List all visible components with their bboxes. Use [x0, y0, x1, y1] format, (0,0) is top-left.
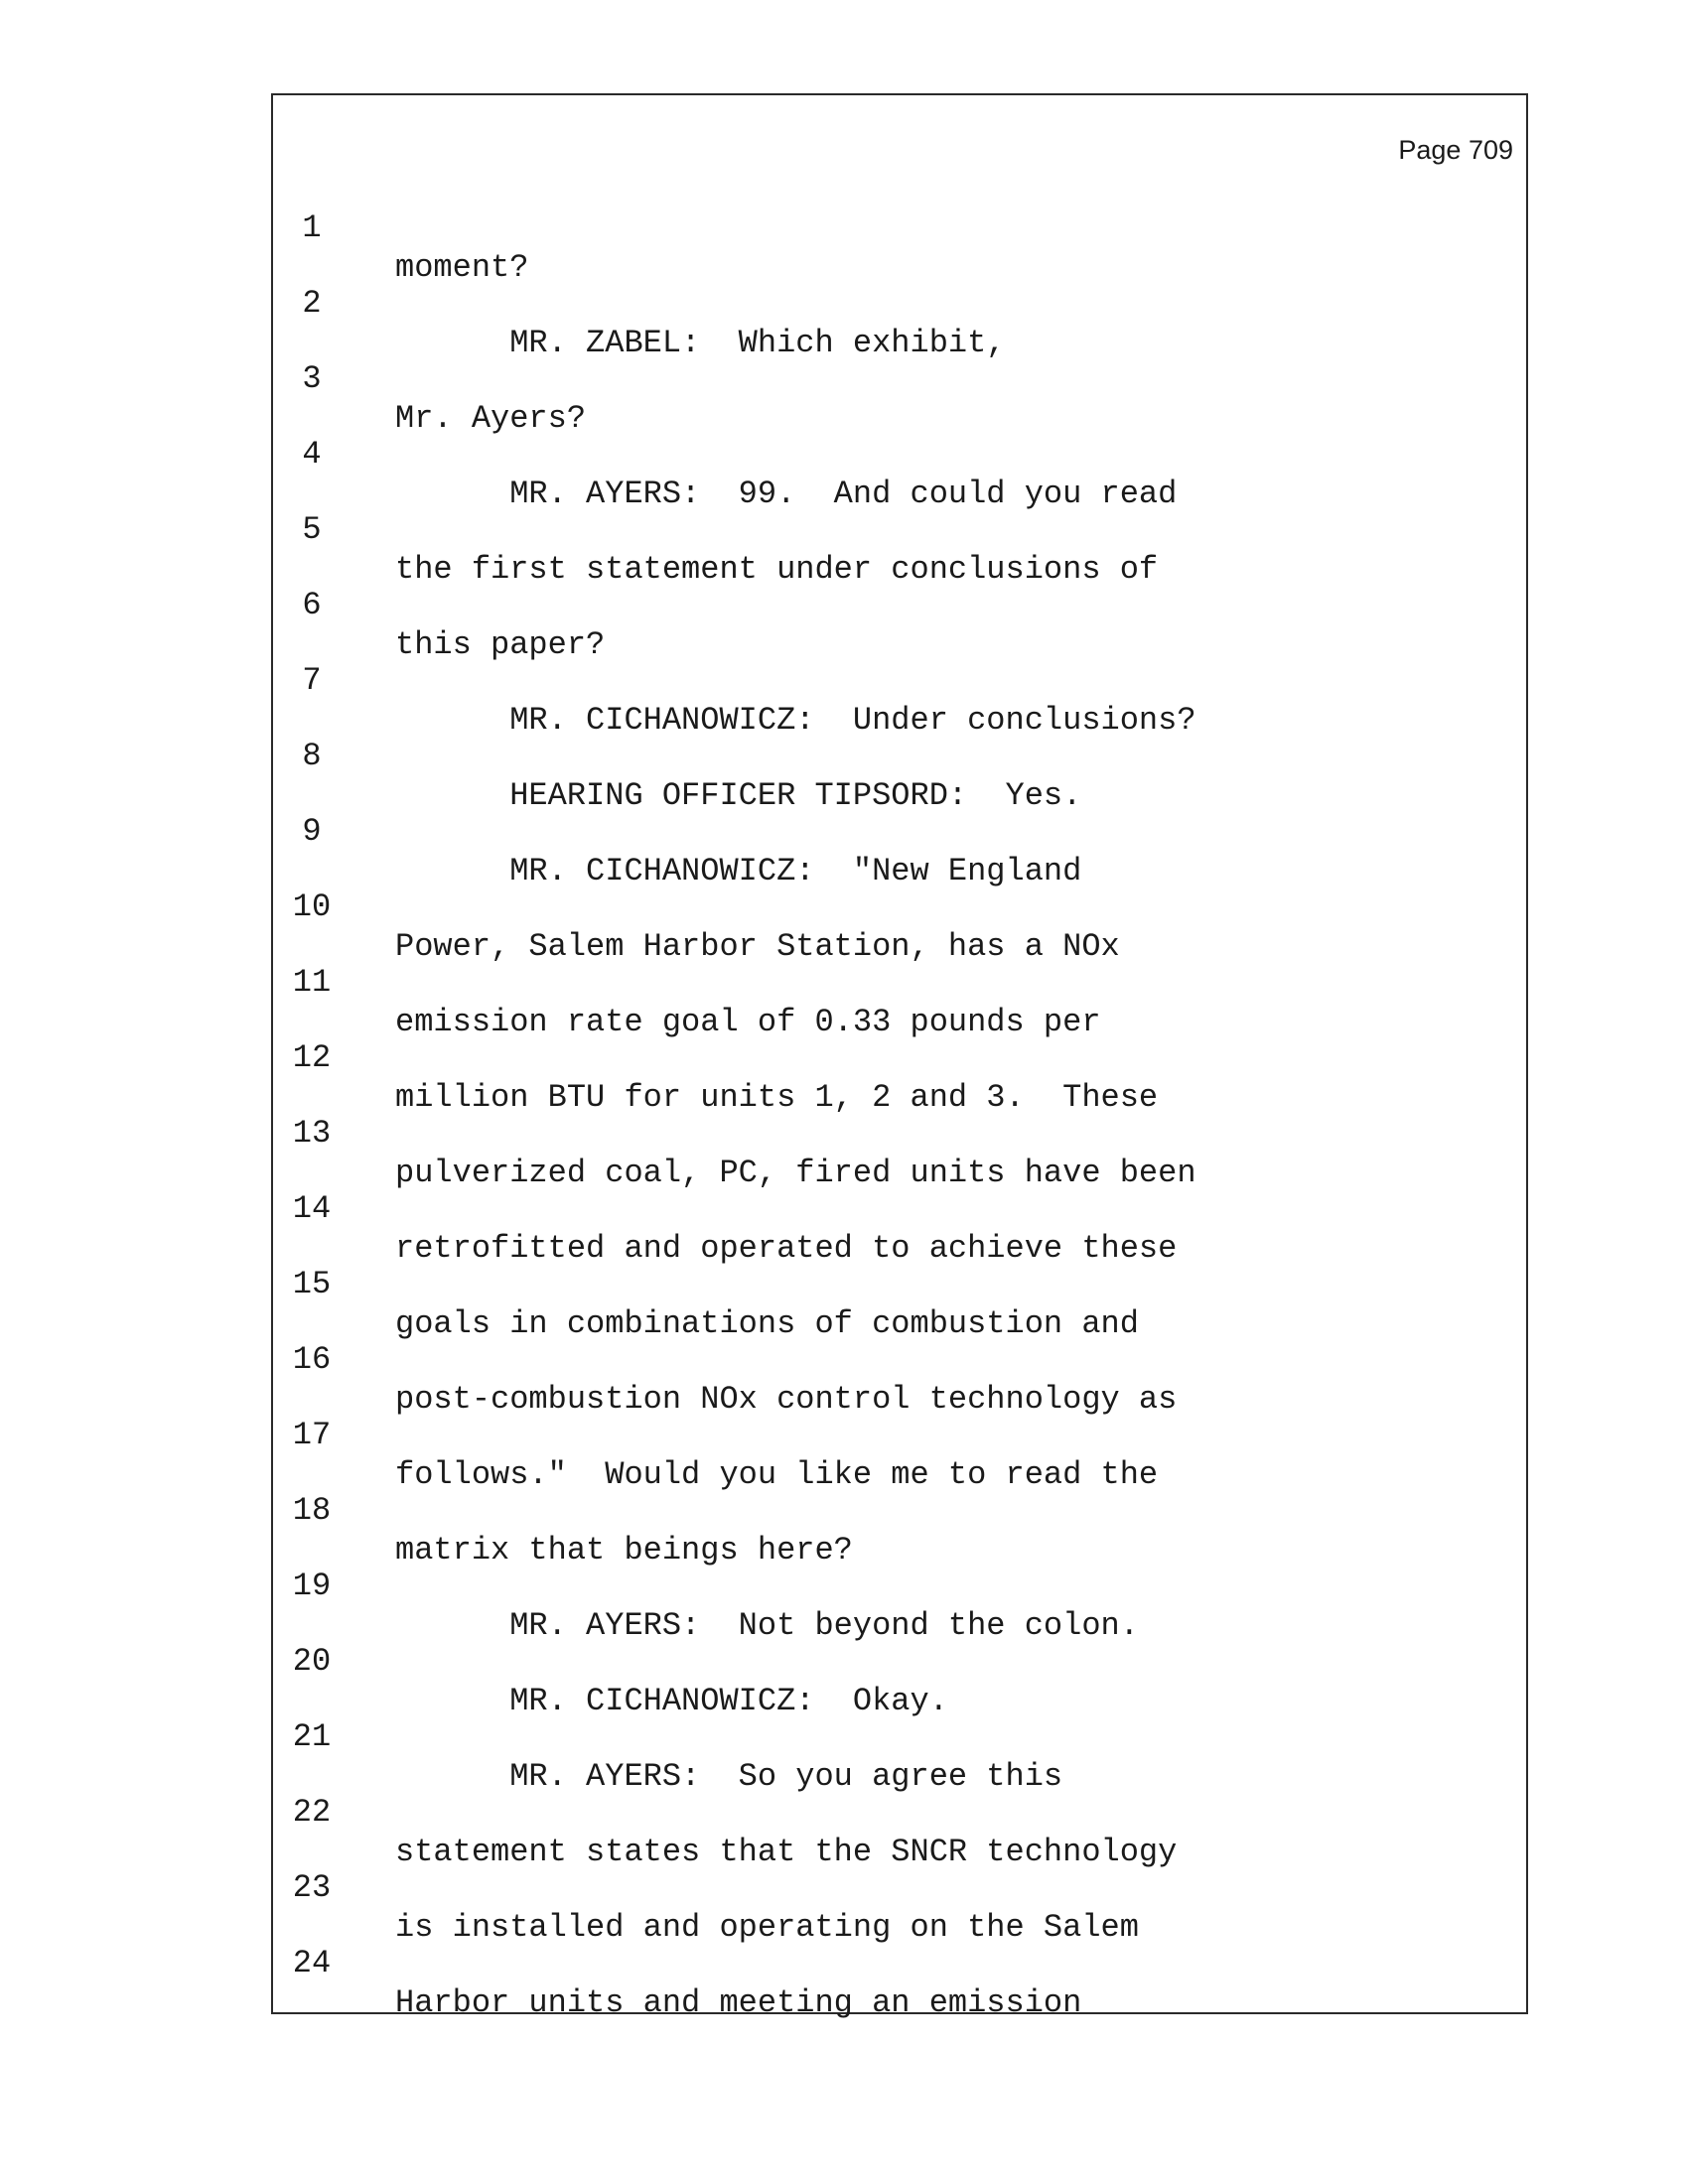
transcript-line — [0, 1678, 1684, 1795]
line-text: this paper? — [395, 626, 606, 663]
line-number: 13 — [292, 1115, 332, 1152]
page-number: Page 709 — [1398, 135, 1513, 165]
transcript-line — [0, 999, 1684, 1116]
transcript-line — [0, 1829, 1684, 1946]
line-text: is installed and operating on the Salem — [395, 1909, 1139, 1946]
line-number: 11 — [292, 964, 332, 1001]
transcript-line — [0, 546, 1684, 663]
transcript-line — [0, 1753, 1684, 1870]
line-text: million BTU for units 1, 2 and 3. These — [395, 1079, 1159, 1116]
line-number: 2 — [302, 285, 322, 322]
line-number: 18 — [292, 1492, 332, 1529]
transcript-line — [0, 244, 1684, 361]
line-text: Mr. Ayers? — [395, 400, 587, 437]
transcript-line — [0, 1225, 1684, 1342]
line-text: retrofitted and operated to achieve these — [395, 1230, 1178, 1267]
transcript-line — [0, 169, 1684, 286]
line-number: 17 — [292, 1417, 332, 1453]
line-number: 10 — [292, 888, 332, 925]
line-number: 24 — [292, 1945, 332, 1981]
line-text: MR. CICHANOWICZ: Okay. — [395, 1683, 948, 1719]
transcript-line — [0, 1904, 1684, 2021]
line-number: 9 — [302, 813, 322, 850]
transcript-line — [0, 320, 1684, 437]
transcript-line — [0, 1300, 1684, 1418]
transcript-line — [0, 621, 1684, 739]
transcript-line — [0, 772, 1684, 889]
line-text: moment? — [395, 249, 529, 286]
line-text: the first statement under conclusions of — [395, 551, 1159, 588]
line-text: MR. ZABEL: Which exhibit, — [395, 325, 1006, 361]
line-number: 21 — [292, 1718, 332, 1755]
transcript-line — [0, 395, 1684, 512]
transcript-line — [0, 1074, 1684, 1191]
line-text: Harbor units and meeting an emission — [395, 1984, 1082, 2021]
line-number: 20 — [292, 1643, 332, 1680]
line-text: statement states that the SNCR technology — [395, 1834, 1178, 1870]
line-number: 8 — [302, 738, 322, 774]
transcript-line — [0, 1451, 1684, 1569]
line-text: goals in combinations of combustion and — [395, 1305, 1139, 1342]
line-number: 4 — [302, 436, 322, 473]
transcript-line — [0, 471, 1684, 588]
line-text: post-combustion NOx control technology as — [395, 1381, 1178, 1418]
line-text: emission rate goal of 0.33 pounds per — [395, 1004, 1101, 1040]
line-text: MR. AYERS: Not beyond the colon. — [395, 1607, 1139, 1644]
line-number: 3 — [302, 360, 322, 397]
line-text: HEARING OFFICER TIPSORD: Yes. — [395, 777, 1082, 814]
line-number: 22 — [292, 1794, 332, 1831]
transcript-line — [0, 1376, 1684, 1493]
line-number: 15 — [292, 1266, 332, 1302]
line-text: MR. AYERS: So you agree this — [395, 1758, 1063, 1795]
line-number: 1 — [302, 209, 322, 246]
line-text: follows." Would you like me to read the — [395, 1456, 1159, 1493]
line-text: MR. AYERS: 99. And could you read — [395, 476, 1178, 512]
line-text: matrix that beings here? — [395, 1532, 853, 1569]
transcript-line — [0, 848, 1684, 965]
line-text: MR. CICHANOWICZ: "New England — [395, 853, 1082, 889]
transcript-line — [0, 1527, 1684, 1644]
line-number: 14 — [292, 1190, 332, 1227]
line-number: 19 — [292, 1568, 332, 1604]
line-number: 23 — [292, 1869, 332, 1906]
line-text: pulverized coal, PC, fired units have been — [395, 1155, 1196, 1191]
line-number: 7 — [302, 662, 322, 699]
line-number: 16 — [292, 1341, 332, 1378]
line-text: Power, Salem Harbor Station, has a NOx — [395, 928, 1120, 965]
page-border — [271, 93, 1528, 2014]
transcript-line — [0, 1150, 1684, 1267]
line-text: MR. CICHANOWICZ: Under conclusions? — [395, 702, 1196, 739]
transcript-line — [0, 923, 1684, 1040]
line-number: 12 — [292, 1039, 332, 1076]
line-number: 5 — [302, 511, 322, 548]
transcript-line — [0, 1602, 1684, 1719]
line-number: 6 — [302, 587, 322, 623]
transcript-line — [0, 697, 1684, 814]
